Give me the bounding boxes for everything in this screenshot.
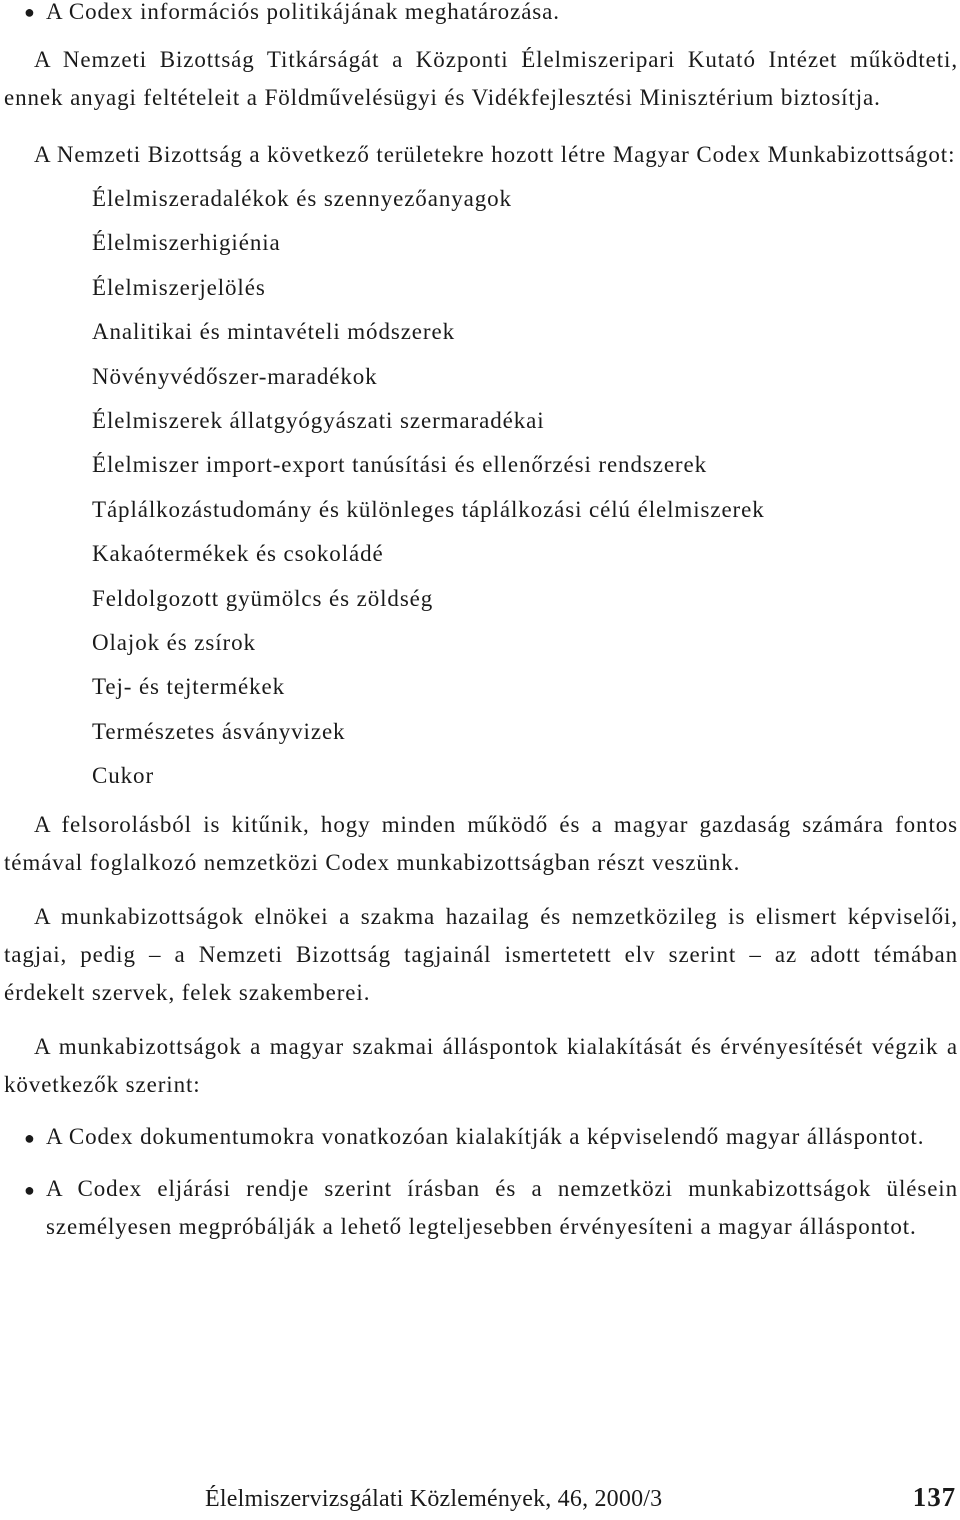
- paragraph-positions: A munkabizottságok a magyar szakmai álláspontok kialakítását és érvényesítését végzik a következők szerint:: [4, 1034, 958, 1098]
- bullet-text: A Codex dokumentumokra vonatkozóan kialakítják a képviselendő magyar álláspontot.: [46, 1124, 925, 1150]
- list-item: Tej- és tejtermékek: [92, 674, 286, 700]
- committee-list: [4, 177, 958, 798]
- page-number: 137: [912, 1482, 956, 1512]
- list-item: Élelmiszerek állatgyógyászati szermaradékai: [92, 407, 545, 433]
- bullet-text: A Codex információs politikájának meghatározása.: [46, 0, 560, 24]
- bullet-item: [4, 1118, 958, 1156]
- list-item: Élelmiszerjelölés: [92, 274, 266, 300]
- list-item: Táplálkozástudomány és különleges táplálkozási célú élelmiszerek: [92, 496, 765, 522]
- list-item: Cukor: [92, 763, 154, 789]
- bullet-icon: ●: [24, 1128, 36, 1149]
- bullet-icon: ●: [24, 1180, 36, 1201]
- list-item: Feldolgozott gyümölcs és zöldség: [92, 585, 434, 611]
- bullet-text: A Codex eljárási rendje szerint írásban és a nemzetközi munkabizottságok ülésein személyesen megpróbálják a lehető legteljesebben érvényesíteni a magyar álláspontot.: [46, 1176, 958, 1240]
- paragraph-secretariat: A Nemzeti Bizottság Titkárságát a Központi Élelmiszeripari Kutató Intézet működteti, ennek anyagi feltételeit a Földművelésügyi és Vidékfejlesztési Minisztérium biztosítja.: [4, 47, 958, 110]
- document-page: [4, 0, 958, 1246]
- list-item: Élelmiszerhigiénia: [92, 230, 281, 256]
- bullet-item: [4, 0, 958, 27]
- list-item: Analitikai és mintavételi módszerek: [92, 319, 455, 345]
- list-item: Természetes ásványvizek: [92, 718, 346, 744]
- paragraph-participation: A felsorolásból is kitűnik, hogy minden működő és a magyar gazdaság számára fontos témával foglalkozó nemzetközi Codex munkabizottságban részt veszünk.: [4, 812, 958, 876]
- list-item: Élelmiszer import-export tanúsítási és ellenőrzési rendszerek: [92, 452, 707, 478]
- paragraph-committees-intro: A Nemzeti Bizottság a következő területekre hozott létre Magyar Codex Munkabizottságot:: [34, 142, 956, 167]
- list-item: Növényvédőszer-maradékok: [92, 363, 378, 389]
- bullet-icon: ●: [24, 2, 36, 22]
- bullet-item: [4, 1170, 958, 1246]
- list-item: Kakaótermékek és csokoládé: [92, 541, 384, 567]
- journal-citation: Élelmiszervizsgálati Közlemények, 46, 2000/3: [205, 1486, 663, 1512]
- paragraph-chairs: A munkabizottságok elnökei a szakma hazailag és nemzetközileg is elismert képviselői, tagjai, pedig – a Nemzeti Bizottság tagjainál ismertetett elv szerint – az adott témában érdekelt szervek, felek szakemberei.: [4, 904, 958, 1006]
- list-item: Élelmiszeradalékok és szennyezőanyagok: [92, 186, 512, 211]
- list-item: Olajok és zsírok: [92, 629, 256, 655]
